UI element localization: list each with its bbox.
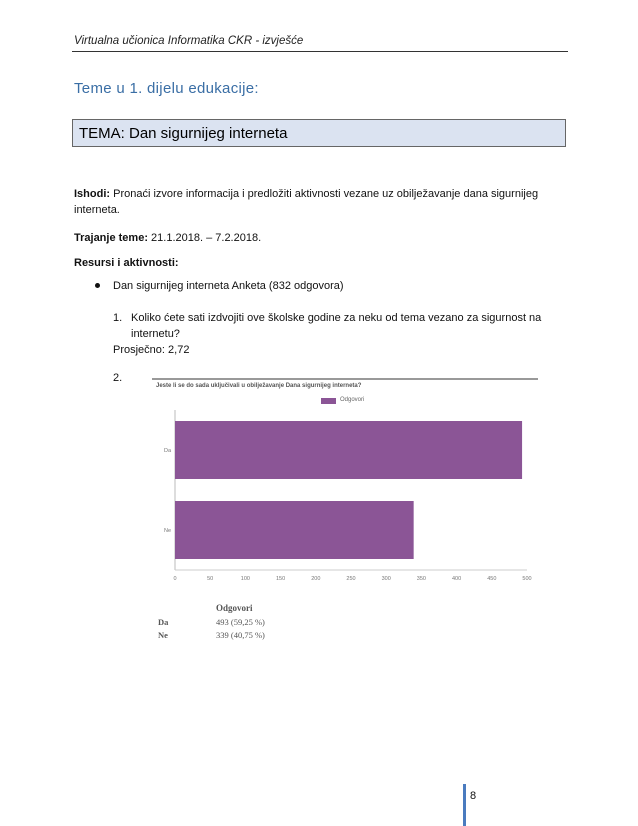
legend-label: Odgovori xyxy=(340,397,365,403)
category-label-ne: Ne xyxy=(163,528,171,534)
results-row-value-da: 493 (59,25 %) xyxy=(216,617,265,627)
x-tick-label: 250 xyxy=(346,576,356,582)
duration-label: Trajanje teme: xyxy=(74,232,148,244)
results-row-label-da: Da xyxy=(158,617,169,627)
chart-top-rule xyxy=(152,378,538,380)
x-tick-label: 350 xyxy=(416,576,426,582)
outcomes-paragraph xyxy=(74,186,538,218)
page-number-bar xyxy=(463,784,466,826)
question1-average: Prosječno: 2,72 xyxy=(113,344,190,356)
bullet-item: Dan sigurnijeg interneta Anketa (832 odgovora) xyxy=(113,280,344,292)
topic-title: TEMA: Dan sigurnijeg interneta xyxy=(79,125,288,142)
legend-swatch xyxy=(321,398,336,404)
question2-number: 2. xyxy=(113,372,123,384)
x-tick-label: 0 xyxy=(173,576,177,582)
results-row-value-ne: 339 (40,75 %) xyxy=(216,630,265,640)
x-tick-label: 500 xyxy=(522,576,532,582)
outcomes-text: Pronaći izvore informacija i predložiti aktivnosti vezane uz obilježavanje dana sigurnijeg xyxy=(113,188,539,200)
duration-paragraph xyxy=(74,230,261,246)
x-tick-label: 150 xyxy=(276,576,286,582)
page-number: 8 xyxy=(470,790,477,802)
resources-label: Resursi i aktivnosti: xyxy=(74,257,179,269)
question1-text: Koliko ćete sati izdvojiti ove školske godine za neku od tema vezano za sigurnost na internetu? xyxy=(131,312,542,340)
results-row-label-ne: Ne xyxy=(158,630,168,640)
category-label-da: Da xyxy=(163,448,171,454)
bar-da xyxy=(175,421,522,479)
chart-title: Jeste li se do sada uključivali u obilježavanje Dana sigurnijeg interneta? xyxy=(156,383,362,389)
x-tick-label: 400 xyxy=(452,576,462,582)
outcomes-label: Ishodi: xyxy=(74,188,111,200)
page-header-title: Virtualna učionica Informatika CKR - izvješće xyxy=(74,35,304,47)
header-rule xyxy=(72,51,568,52)
x-tick-label: 50 xyxy=(207,576,214,582)
bullet-dot xyxy=(95,283,100,288)
question1-number: 1. xyxy=(113,312,123,324)
x-tick-label: 450 xyxy=(487,576,497,582)
bar-chart xyxy=(150,410,540,590)
x-tick-label: 300 xyxy=(381,576,391,582)
section-heading: Teme u 1. dijelu edukacije: xyxy=(74,80,259,97)
x-tick-label: 100 xyxy=(240,576,250,582)
bar-ne xyxy=(175,501,414,559)
outcomes-text-cont: interneta. xyxy=(74,204,120,216)
results-header: Odgovori xyxy=(216,603,253,613)
x-tick-label: 200 xyxy=(311,576,321,582)
duration-text: 21.1.2018. – 7.2.2018. xyxy=(151,232,262,244)
topic-box xyxy=(72,119,566,147)
